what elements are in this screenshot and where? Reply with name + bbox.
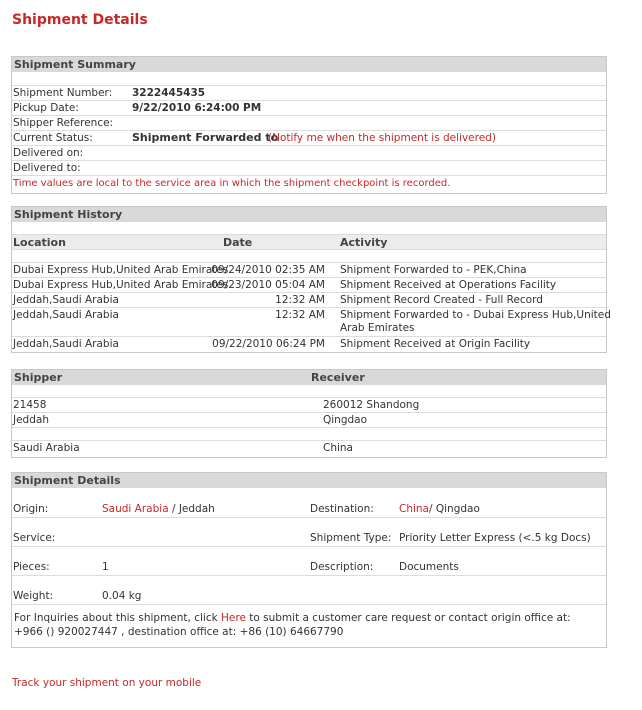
page-title: Shipment Details xyxy=(12,12,148,28)
history-date: 12:32 AM xyxy=(275,309,325,321)
pieces-label: Pieces: xyxy=(13,561,50,573)
destination-label: Destination: xyxy=(310,503,374,515)
history-location: Jeddah,Saudi Arabia xyxy=(13,309,119,321)
pickup-date-row xyxy=(12,101,606,116)
parties-spacer-row-2 xyxy=(12,428,606,441)
shipper-receiver-header xyxy=(12,370,606,385)
shipment-history-panel xyxy=(11,206,611,353)
history-activity-continued: Arab Emirates xyxy=(340,322,415,334)
column-date: Date xyxy=(223,236,253,249)
parties-row-1 xyxy=(12,398,606,413)
shipment-details-header: Shipment Details xyxy=(12,473,606,488)
shipment-type-label: Shipment Type: xyxy=(310,532,392,544)
service-row xyxy=(12,518,606,547)
column-location: Location xyxy=(13,236,66,249)
shipper-postcode: 21458 xyxy=(13,399,47,411)
weight-value: 0.04 kg xyxy=(102,590,142,602)
shipper-city: Jeddah xyxy=(13,414,49,426)
history-location: Jeddah,Saudi Arabia xyxy=(13,294,119,306)
inquiry-text xyxy=(14,611,594,639)
receiver-country: China xyxy=(323,442,353,454)
history-activity: Shipment Forwarded to - PEK,China xyxy=(340,264,527,276)
inquiry-row xyxy=(12,605,606,647)
shipment-history-header: Shipment History xyxy=(12,207,606,222)
receiver-postcode: 260012 Shandong xyxy=(323,399,420,411)
delivered-to-row xyxy=(12,161,606,176)
origin-city: / Jeddah xyxy=(168,503,215,515)
table-row xyxy=(12,308,611,337)
current-status-value: Shipment Forwarded to xyxy=(132,131,279,144)
origin-label: Origin: xyxy=(13,503,49,515)
receiver-city: Qingdao xyxy=(323,414,368,426)
parties-spacer-row xyxy=(12,385,606,398)
shipment-details-panel xyxy=(11,472,607,648)
pieces-row xyxy=(12,547,606,576)
shipment-type-value: Priority Letter Express (<.5 kg Docs) xyxy=(399,532,591,544)
shipment-summary-panel xyxy=(11,56,607,194)
service-label: Service: xyxy=(13,532,56,544)
history-date: 12:32 AM xyxy=(275,294,325,306)
table-row xyxy=(12,263,606,278)
history-date: 09/24/2010 02:35 AM xyxy=(211,264,325,276)
shipment-number-row xyxy=(12,86,606,101)
history-location: Dubai Express Hub,United Arab Emirates xyxy=(13,264,229,276)
origin-row xyxy=(12,488,606,518)
receiver-header: Receiver xyxy=(311,371,365,384)
parties-row-2 xyxy=(12,413,606,428)
shipper-header: Shipper xyxy=(14,371,63,384)
column-activity: Activity xyxy=(340,236,388,249)
weight-label: Weight: xyxy=(13,590,54,602)
delivered-on-label: Delivered on: xyxy=(13,147,84,159)
origin-value xyxy=(102,503,215,515)
history-activity: Shipment Forwarded to - Dubai Express Hub,United xyxy=(340,309,611,321)
shipment-number-label: Shipment Number: xyxy=(13,87,113,99)
timezone-note: Time values are local to the service area in which the shipment checkpoint is recorded. xyxy=(13,178,451,189)
description-label: Description: xyxy=(310,561,374,573)
weight-row xyxy=(12,576,606,605)
pickup-date-value: 9/22/2010 6:24:00 PM xyxy=(132,102,262,114)
inquiry-here-link[interactable]: Here xyxy=(221,612,246,624)
history-column-headers xyxy=(12,235,606,250)
history-activity: Shipment Record Created - Full Record xyxy=(340,294,543,306)
shipper-reference-row xyxy=(12,116,606,131)
history-location: Jeddah,Saudi Arabia xyxy=(13,338,119,350)
history-activity: Shipment Received at Origin Facility xyxy=(340,338,531,350)
current-status-label: Current Status: xyxy=(13,132,93,144)
destination-value xyxy=(399,503,480,515)
inquiry-text-post: to submit a customer care request or contact origin office at: +966 () 920027447 , destination office at: +86 (10) 64667790 xyxy=(14,612,571,638)
delivered-on-row xyxy=(12,146,606,161)
shipment-number-value: 3222445435 xyxy=(132,87,206,99)
delivered-to-label: Delivered to: xyxy=(13,162,81,174)
origin-country-link[interactable]: Saudi Arabia xyxy=(102,503,169,515)
shipper-receiver-panel xyxy=(11,369,607,458)
table-row xyxy=(12,293,606,308)
table-row xyxy=(12,337,606,352)
inquiry-text-pre: For Inquiries about this shipment, click xyxy=(14,612,222,624)
current-status-row xyxy=(12,131,606,146)
shipment-summary-header: Shipment Summary xyxy=(12,57,606,72)
shipper-reference-label: Shipper Reference: xyxy=(13,117,114,129)
timezone-note-row xyxy=(12,176,606,193)
pickup-date-label: Pickup Date: xyxy=(13,102,79,114)
history-activity: Shipment Received at Operations Facility xyxy=(340,279,557,291)
track-mobile-link[interactable]: Track your shipment on your mobile xyxy=(12,677,202,689)
destination-city: / Qingdao xyxy=(429,503,480,515)
history-spacer-row-2 xyxy=(12,250,606,263)
history-location: Dubai Express Hub,United Arab Emirates xyxy=(13,279,229,291)
history-date: 09/23/2010 05:04 AM xyxy=(211,279,325,291)
parties-row-3 xyxy=(12,441,606,457)
history-spacer-row xyxy=(12,222,606,235)
notify-me-link[interactable]: (Notify me when the shipment is delivered) xyxy=(268,132,496,144)
description-value: Documents xyxy=(399,561,459,573)
table-row xyxy=(12,278,606,293)
history-date: 09/22/2010 06:24 PM xyxy=(212,338,325,350)
pieces-value: 1 xyxy=(102,561,109,573)
summary-spacer-row xyxy=(12,72,606,86)
destination-country-link[interactable]: China xyxy=(399,503,429,515)
shipper-country: Saudi Arabia xyxy=(13,442,80,454)
